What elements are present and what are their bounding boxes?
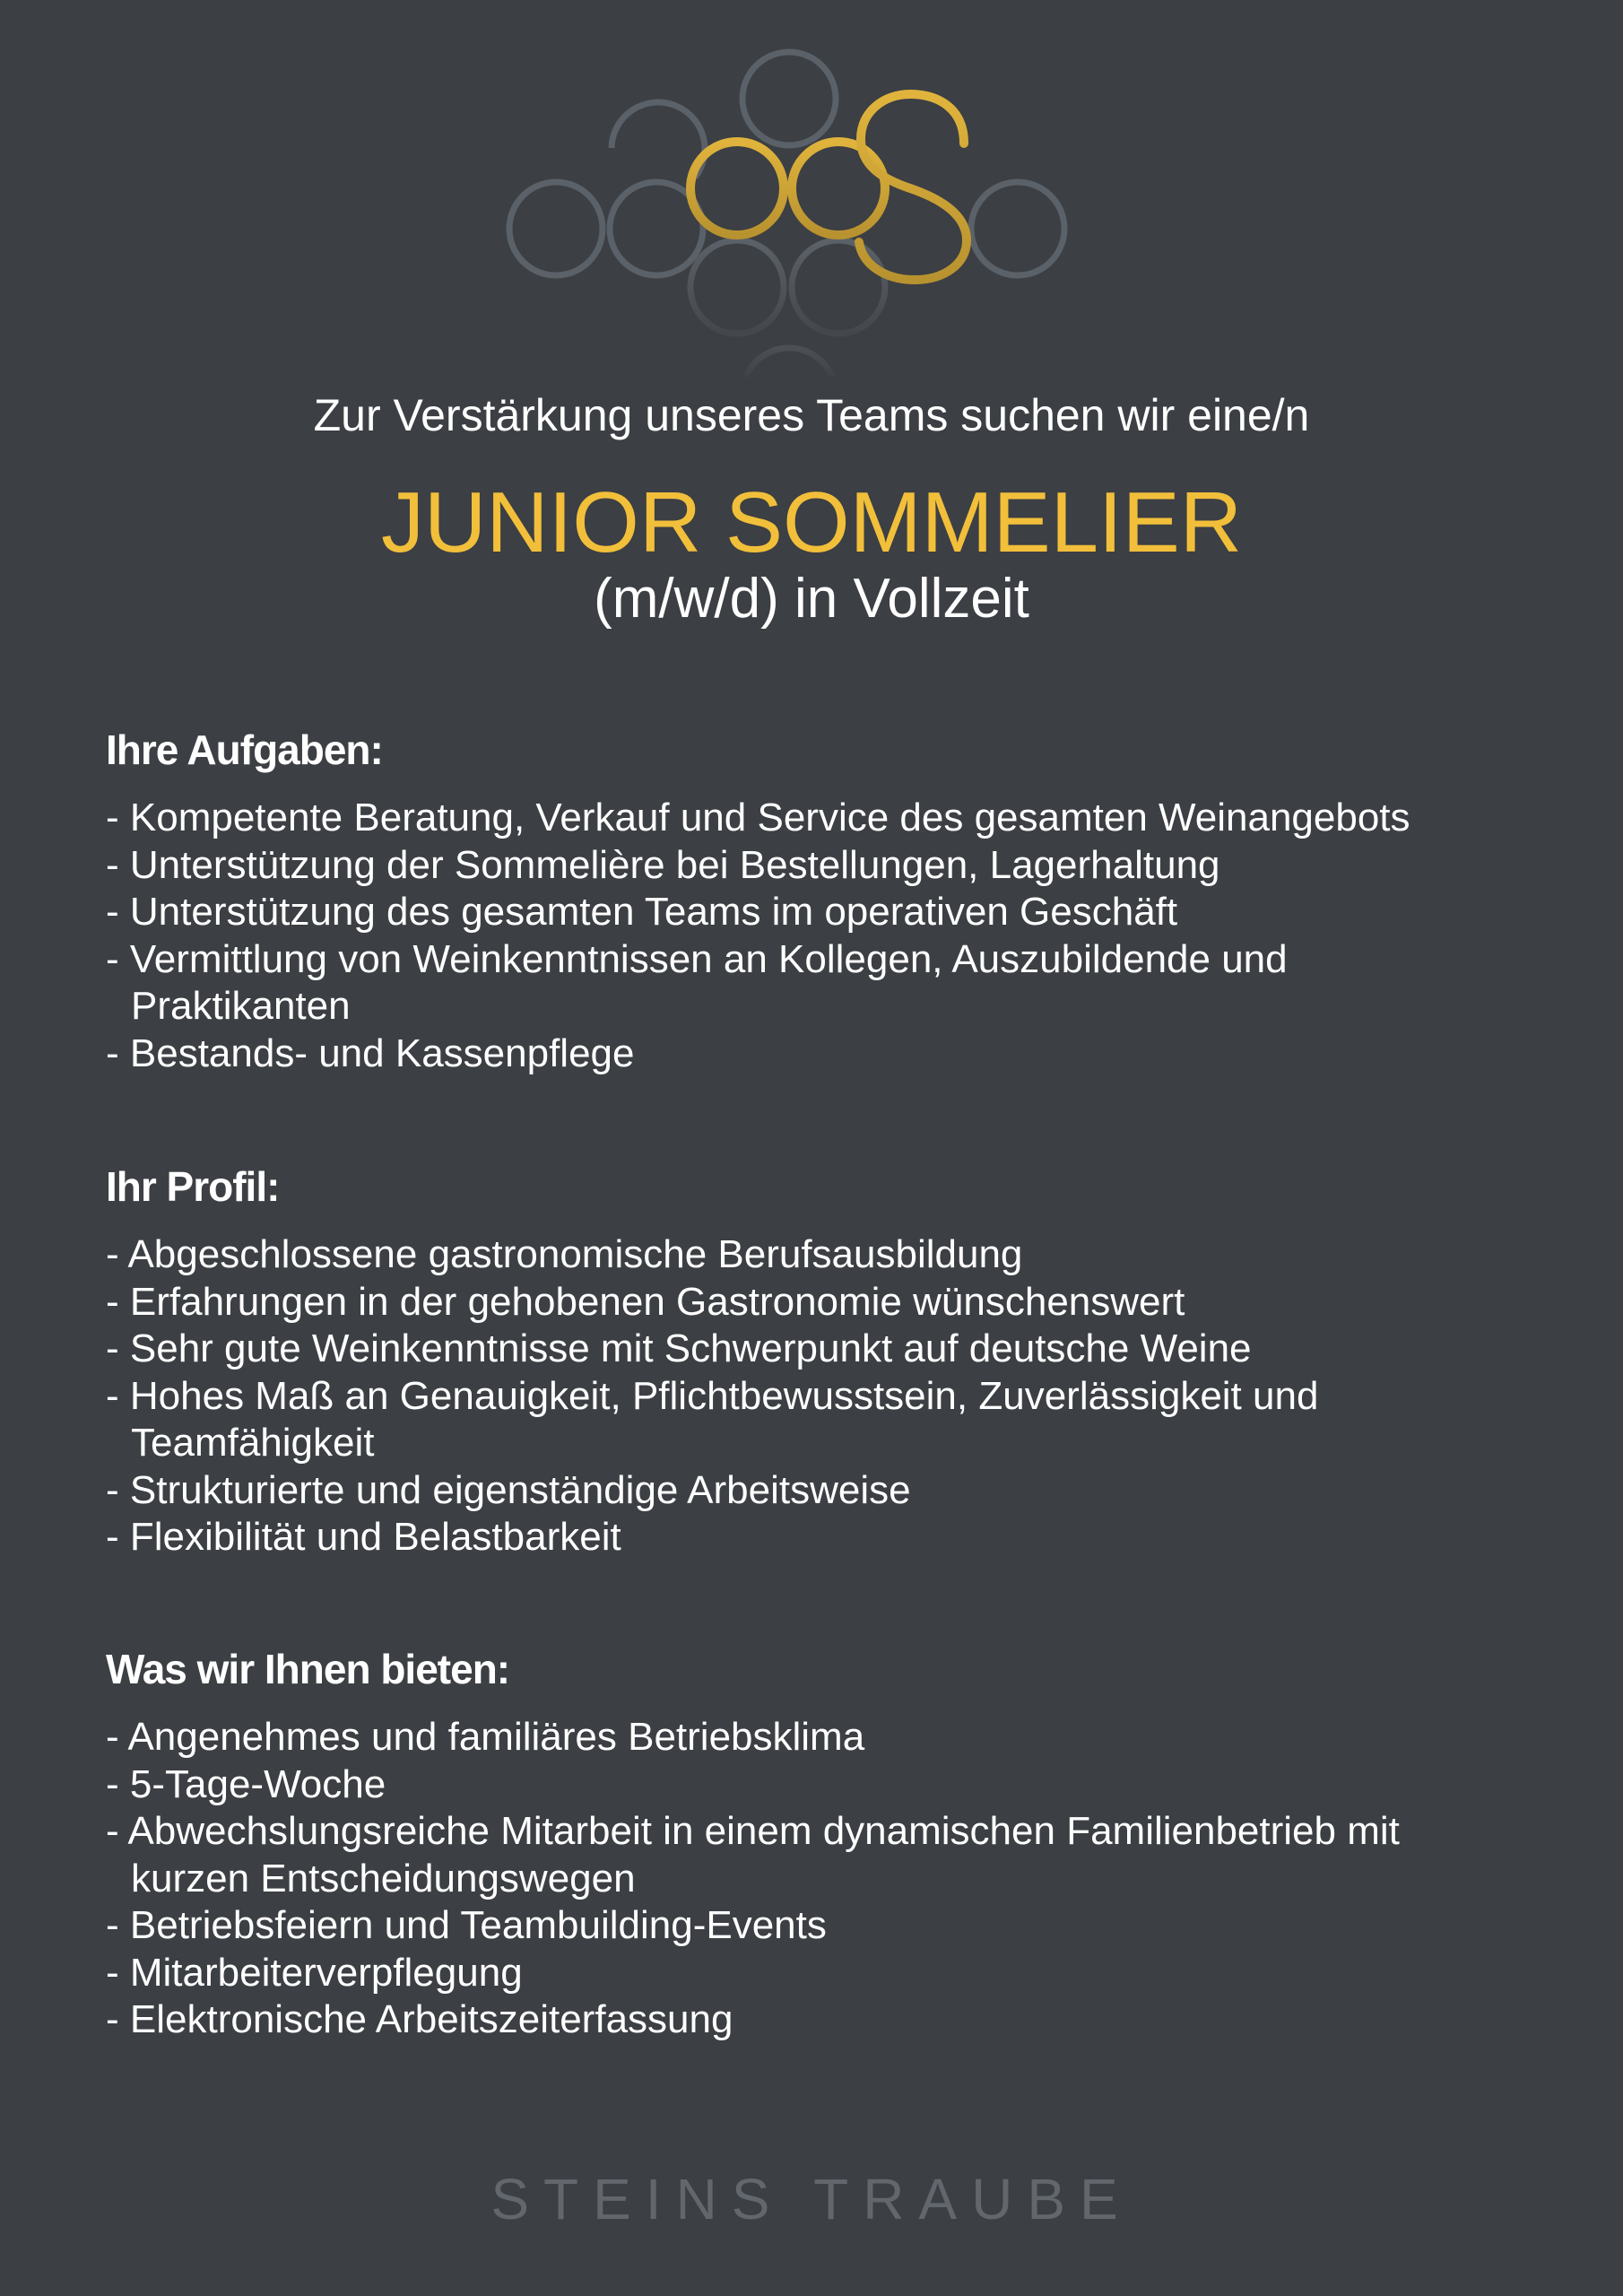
list-item: - Bestands- und Kassenpflege	[106, 1031, 635, 1075]
list-item: - Betriebsfeiern und Teambuilding-Events	[106, 1903, 827, 1947]
list-item: - Flexibilität und Belastbarkeit	[106, 1515, 621, 1559]
list-item: - Elektronische Arbeitszeiterfassung	[106, 1997, 733, 2041]
section-aufgaben	[106, 723, 1541, 1077]
list-item: - Angenehmes und familiäres Betriebsklima	[106, 1715, 865, 1759]
list-item: - Strukturierte und eigenständige Arbeitsweise	[106, 1467, 911, 1512]
list-item: - Abwechslungsreiche Mitarbeit in einem dynamischen Familienbetrieb mit kurzen Entscheidungswegen	[106, 1809, 1400, 1900]
section-heading: Was wir Ihnen bieten:	[106, 1646, 510, 1692]
section-heading: Ihre Aufgaben:	[106, 726, 383, 773]
list-item: - Unterstützung des gesamten Teams im operativen Geschäft	[106, 890, 1178, 934]
list-item: - Kompetente Beratung, Verkauf und Service des gesamten Weinangebots	[106, 796, 1410, 839]
intro-text: Zur Verstärkung unseres Teams suchen wir eine/n	[313, 390, 1310, 440]
list-item: - Mitarbeiterverpflegung	[106, 1950, 523, 1995]
list-item: - Abgeschlossene gastronomische Berufsausbildung	[106, 1232, 1023, 1276]
list-item: - 5-Tage-Woche	[106, 1761, 386, 1806]
list-item: - Unterstützung der Sommelière bei Bestellungen, Lagerhaltung	[106, 842, 1220, 887]
list-item: - Sehr gute Weinkenntnisse mit Schwerpunkt auf deutsche Weine	[106, 1326, 1252, 1370]
list-item: - Hohes Maß an Genauigkeit, Pflichtbewusstsein, Zuverlässigkeit und Teamfähigkeit	[106, 1373, 1319, 1465]
bullet-list	[106, 1714, 1541, 2044]
list-item: - Erfahrungen in der gehobenen Gastronomie wünschenswert	[106, 1279, 1185, 1324]
brand-footer: STEINS TRAUBE	[490, 2167, 1133, 2231]
section-profil	[106, 1160, 1541, 1561]
job-title: JUNIOR SOMMELIER	[380, 474, 1243, 570]
job-subtitle: (m/w/d) in Vollzeit	[594, 568, 1029, 630]
bullet-list	[106, 1231, 1541, 1561]
section-heading: Ihr Profil:	[106, 1163, 280, 1210]
aps-logo-icon	[0, 0, 1623, 404]
list-item: - Vermittlung von Weinkenntnissen an Kollegen, Auszubildende und Praktikanten	[106, 936, 1288, 1028]
bullet-list	[106, 795, 1541, 1077]
section-angebot	[106, 1642, 1541, 2044]
